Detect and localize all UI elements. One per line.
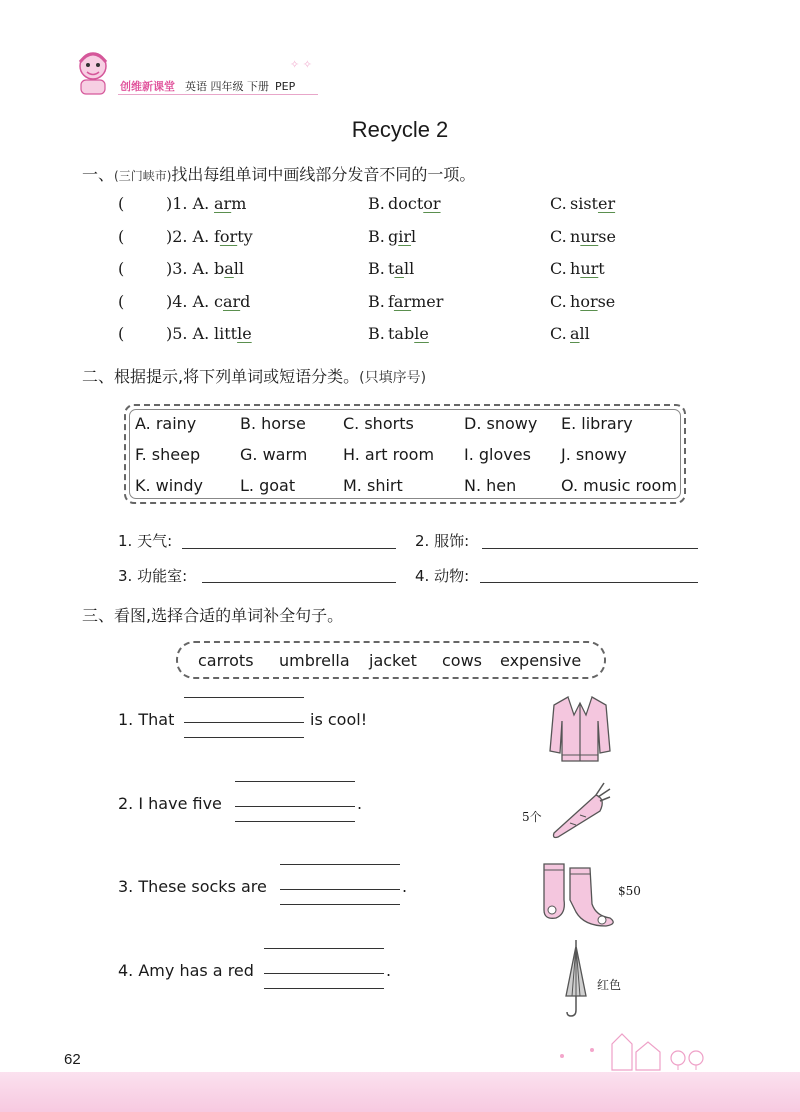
word-part: g [388,227,399,246]
option-c-label [550,292,567,311]
word-part: ( [118,194,125,213]
word-part: C. [550,227,567,246]
classify-option: D. snowy [464,414,538,433]
sentence-4-start: 4. Amy has a red [118,961,254,980]
word-part: d [240,292,251,311]
underlined-part: or [219,227,238,246]
sentence-1-end: is cool! [310,710,368,729]
word-part: t [388,259,395,278]
underlined-part: ar [393,292,412,311]
sentence-4-line-bottom [264,988,384,989]
classify-option: L. goat [240,476,296,495]
word-part: B. [368,194,385,213]
option-b-word [388,292,443,311]
section2-label: 二、 [82,367,115,386]
option-a-word [214,227,253,246]
classify-option: M. shirt [343,476,403,495]
header-edition: PEP [275,80,296,93]
question-number [166,292,209,311]
word-part: sist [570,194,598,213]
section2-instruction: 根据提示,将下列单词或短语分类。 [114,367,360,386]
word-bank-item: umbrella [279,651,350,670]
underlined-part: ar [222,292,241,311]
word-part: se [598,227,616,246]
category-animals-blank[interactable] [480,582,698,583]
question-row [118,259,758,283]
word-part: doct [388,194,424,213]
option-a-word [214,292,250,311]
carrot-picture [548,781,612,845]
section1-instruction: 找出每组单词中画线部分发音不同的一项。 [171,165,476,184]
question-row [118,324,758,348]
option-c-label [550,227,567,246]
underlined-part: a [394,259,404,278]
option-b-label [368,292,385,311]
classify-option: O. music room [561,476,677,495]
sentence-4-blank[interactable] [264,973,384,974]
category-animals: 4. 动物: [415,567,470,585]
word-part: ll [233,259,245,278]
option-a-word [214,259,244,278]
sentence-2-blank[interactable] [235,806,355,807]
word-part: B. [368,324,385,343]
underlined-part: er [597,194,616,213]
section1-heading [82,162,475,185]
word-part: tab [388,324,415,343]
option-c-word [570,227,616,246]
word-part: B. [368,227,385,246]
word-part: ll [403,259,415,278]
option-c-word [570,324,590,343]
sentence-4-end: . [386,961,392,980]
socks-picture [540,860,620,932]
option-a-word [214,324,252,343]
word-part: ll [579,324,590,343]
word-bank-item: jacket [369,651,417,670]
word-part: ( [118,324,125,343]
underlined-part: ur [580,259,599,278]
sentence-3-line-bottom [280,904,400,905]
word-part: )3. A. [166,259,210,278]
sentence-1-blank[interactable] [184,722,304,723]
sentence-3-line-top [280,864,400,865]
word-part: t [598,259,605,278]
underlined-part: or [423,194,441,213]
classify-option: B. horse [240,414,306,433]
underlined-part: a [224,259,234,278]
socks-price: $50 [618,884,641,898]
category-rooms: 3. 功能室: [118,567,188,585]
underlined-part: ur [580,227,599,246]
header-text [120,78,295,94]
word-part: f [388,292,394,311]
section2-note: (只填序号) [359,370,427,386]
underlined-part: ar [214,194,232,213]
option-c-label [550,259,567,278]
sentence-4-line-top [264,948,384,949]
section1-source: (三门峡市) [114,169,172,183]
jacket-picture [548,693,612,769]
classify-option: G. warm [240,445,308,464]
umbrella-picture [560,938,592,1024]
section3-instruction: 看图,选择合适的单词补全句子。 [114,606,344,625]
sentence-2-end: . [357,794,363,813]
word-part: B. [368,292,385,311]
sentence-3-blank[interactable] [280,889,400,890]
carrot-count-note: 5个 [522,810,542,824]
option-c-word [570,259,605,278]
answer-paren [118,259,124,278]
word-part: )2. A. [166,227,210,246]
header-brand: 创维新课堂 [120,80,175,93]
category-clothes: 2. 服饰: [415,532,470,550]
underlined-part: a [570,324,580,343]
word-part: se [597,292,616,311]
question-number [166,259,209,278]
question-number [166,227,209,246]
classify-option: C. shorts [343,414,414,433]
sentence-3-end: . [402,877,408,896]
classify-option: J. snowy [561,445,627,464]
header-logo [66,46,120,98]
option-a-word [214,194,246,213]
question-row [118,194,758,218]
answer-paren [118,227,124,246]
word-part: ( [118,292,125,311]
option-c-label [550,194,567,213]
umbrella-color-note: 红色 [597,978,622,992]
option-b-word [388,194,441,213]
classify-option: E. library [561,414,633,433]
option-b-word [388,259,414,278]
word-part: h [570,259,581,278]
section3-label: 三、 [82,606,115,625]
word-part: n [570,227,581,246]
category-clothes-blank[interactable] [482,548,698,549]
word-bank-item: expensive [500,651,582,670]
underlined-part: or [580,292,598,311]
header-stars: ✧ ✧ [290,58,312,71]
answer-paren [118,292,124,311]
underlined-part: le [237,324,252,343]
footer-decoration [552,1024,720,1076]
header-book: 英语 四年级 下册 [185,80,269,93]
word-part: mer [411,292,444,311]
word-part: c [214,292,223,311]
question-row [118,227,758,251]
sentence-1-start: 1. That [118,710,175,729]
classify-option: A. rainy [135,414,197,433]
answer-paren [118,324,124,343]
page-title: Recycle 2 [351,117,449,142]
word-part: ty [237,227,253,246]
option-c-word [570,292,615,311]
word-part: m [231,194,247,213]
word-part: )5. A. [166,324,210,343]
word-part: h [570,292,581,311]
question-number [166,194,209,213]
word-part: )1. A. [166,194,210,213]
question-row [118,292,758,316]
word-part: f [214,227,220,246]
header-divider [118,94,318,95]
section1-label: 一、 [82,165,115,184]
word-part: C. [550,194,567,213]
option-c-label [550,324,567,343]
option-b-label [368,194,385,213]
word-part: B. [368,259,385,278]
section3-heading [82,603,343,626]
sentence-2-start: 2. I have five [118,794,222,813]
classify-option: K. windy [135,476,203,495]
option-c-word [570,194,615,213]
sentence-1-line-top [184,697,304,698]
section2-heading [82,364,426,387]
word-part: C. [550,324,567,343]
word-part: b [214,259,225,278]
option-b-word [388,324,429,343]
word-part: ( [118,259,125,278]
classify-option: F. sheep [135,445,201,464]
word-part: ( [118,227,125,246]
option-b-label [368,227,385,246]
word-bank-item: cows [442,651,483,670]
sentence-2-line-bottom [235,821,355,822]
word-part: litt [214,324,238,343]
underlined-part: le [414,324,429,343]
classify-option: N. hen [464,476,517,495]
word-bank-item: carrots [198,651,254,670]
page-number: 62 [64,1051,81,1068]
option-b-word [388,227,416,246]
sentence-2-line-top [235,781,355,782]
word-part: )4. A. [166,292,210,311]
sentence-1-line-bottom [184,737,304,738]
word-part: C. [550,259,567,278]
word-part: C. [550,292,567,311]
category-rooms-blank[interactable] [202,582,396,583]
footer-band [0,1072,800,1112]
answer-paren [118,194,124,213]
sentence-3-start: 3. These socks are [118,877,267,896]
question-number [166,324,209,343]
category-weather: 1. 天气: [118,532,173,550]
option-b-label [368,324,385,343]
classify-option: H. art room [343,445,435,464]
classify-option: I. gloves [464,445,531,464]
word-part: l [411,227,417,246]
option-b-label [368,259,385,278]
underlined-part: ir [398,227,412,246]
category-weather-blank[interactable] [182,548,396,549]
